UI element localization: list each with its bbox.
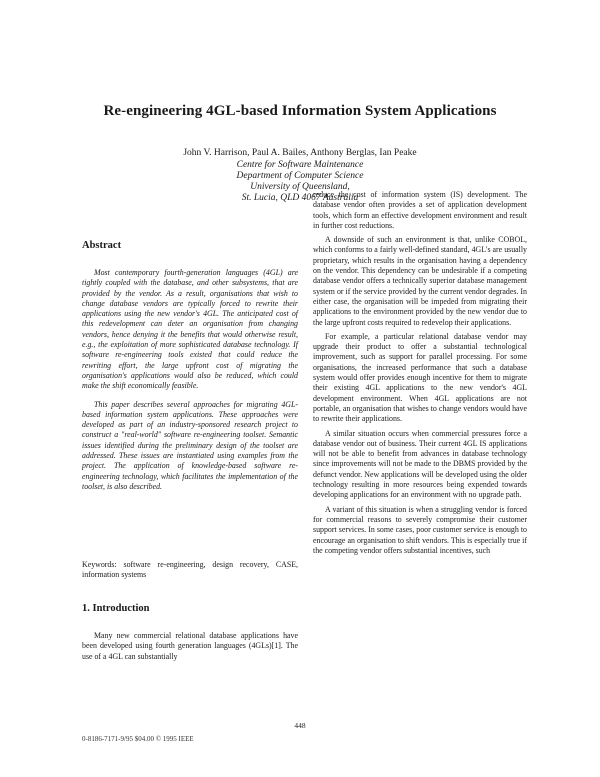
affiliation-line: University of Queensland, [250,182,350,192]
abstract-heading: Abstract [82,240,122,251]
abstract-paragraph: Most contemporary fourth-generation languages (4GL) are tightly coupled with the database, and other subsystems, that are provided by the vendor. As a result, organisations that wish to change database vendors are typically forced to rewrite their applications using the new vendor's 4GL. The anticipated cost of this redevelopment can deter an organisation from changing vendors, hence denying it the benefits that would otherwise result, e.g., the exploitation of more sophisticated database technology. If software re-engineering tools existed that could reduce the rewriting effort, the large upfront cost of migrating the organisation's applications would also be reduced, which could make the shift economically feasible. [82,268,298,391]
introduction-paragraph: Many new commercial relational database applications have been developed using fourth generation languages (4GLs)[1]. The use of a 4GL can substantially [82,631,298,661]
body-paragraph: For example, a particular relational database vendor may upgrade their product to offer a substantial technological improvement, such as support for parallel processing. For some organisations, the increased performance that such a database system would offer provides enough incentive for them to migrate their existing 4GL applications to the new vendor's 4GL development environment. When 4GL applications are not portable, an organisation that wishes to change vendors would have to rewrite their applications. [313,331,527,424]
introduction-heading: 1. Introduction [82,603,150,614]
keywords: Keywords: software re-engineering, design recovery, CASE, information systems [82,560,298,580]
page-number: 448 [294,721,306,730]
right-column [313,190,527,560]
body-paragraph: A downside of such an environment is that, unlike COBOL, which conforms to a fairly well-defined standard, 4GL's are usually proprietary, which results in the organisation having a dependency on the vendor. This dependency can be undesirable if a competing database vendor offers a technically superior database management system or if the service provided by the current vendor degrades. In either case, the organisation will be impeded from migrating their applications to the environment provided by the new vendor due to the large upfront costs required to redevelop their applications. [313,235,527,327]
author-list: John V. Harrison, Paul A. Bailes, Anthony Berglas, Ian Peake [183,148,417,158]
copyright-notice: 0-8186-7171-9/95 $04.00 © 1995 IEEE [82,735,194,743]
paper-title: Re-engineering 4GL-based Information System Applications [103,103,497,119]
affiliation-line: Department of Computer Science [236,171,364,181]
affiliation-line: St. Lucia, QLD 4067 Australia [241,193,359,203]
introduction-body [82,631,298,666]
body-paragraph: reduce the cost of information system (IS) development. The database vendor often provides a set of application development tools, which form an effective development environment and result in further cost reductions. [313,190,527,230]
abstract-paragraph: This paper describes several approaches for migrating 4GL-based information system applications. These approaches were developed as part of an industry-sponsored research project to construct a "real-world" software re-engineering toolset. Semantic issues identified during the preliminary design of the toolset are addressed. These issues are instantiated using examples from the project. The application of knowledge-based software re-engineering technology, which facilitates the implementation of the toolset, is also described. [82,399,298,491]
abstract-body [82,268,298,496]
affiliation-line: Centre for Software Maintenance [236,160,364,170]
body-paragraph: A similar situation occurs when commercial pressures force a database vendor out of business. Their current 4GL IS applications will not be able to benefit from advances in database technology since improvements will not be made to the DBMS provided by the defunct vendor. New applications will be developed using the older technology resulting in more resources being expended towards developing applications for an environment with no upgrade path. [313,428,527,500]
body-paragraph: A variant of this situation is when a struggling vendor is forced for commercial reasons to severely compromise their customer support services. In some cases, poor customer service is enough to encourage an organisation to shift vendors. This is especially true if the competing vendor offers substantial incentives, such [313,504,527,555]
